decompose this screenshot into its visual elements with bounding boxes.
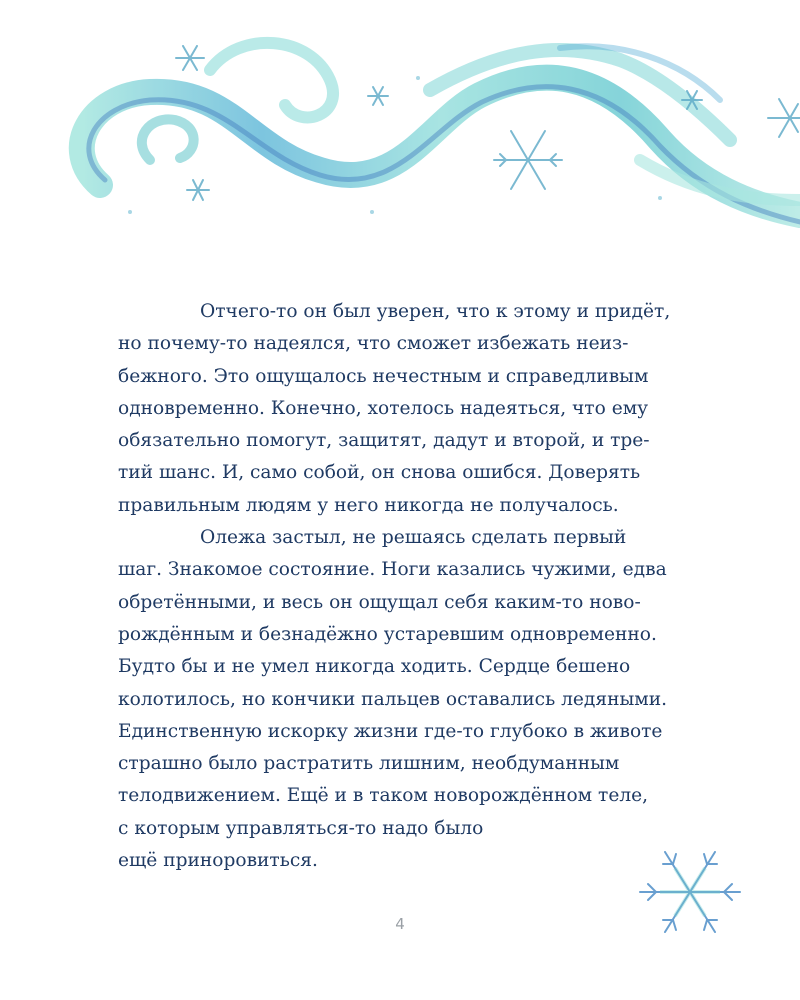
text-line: бежного. Это ощущалось нечестным и справедливым [118,365,649,387]
text-line: обретёнными, и весь он ощущал себя каким-то ново- [118,591,641,613]
text-line: страшно было растратить лишним, необдуманным [118,753,620,775]
page-number: 4 [395,915,405,933]
winter-swirl-decoration [0,0,800,240]
body-text [118,296,698,877]
text-line: телодвижением. Ещё и в таком новорождённом теле, [118,785,649,807]
text-line: одновременно. Конечно, хотелось надеяться, что ему [118,397,649,419]
text-line: колотилось, но кончики пальцев оставались ледяными. [118,688,668,710]
snowflake-icon [628,848,748,938]
paragraph [118,296,698,522]
text-line: шаг. Знакомое состояние. Ноги казались чужими, едва [118,559,667,581]
text-line: рождённым и безнадёжно устаревшим одновременно. [118,623,657,645]
text-line: Единственную искорку жизни где-то глубоко в животе [118,720,663,742]
text-line: ещё приноровиться. [118,850,318,872]
text-line: Олежа застыл, не решаясь сделать первый [200,527,627,549]
text-line: правильным людям у него никогда не получалось. [118,494,619,516]
text-line: с которым управляться-то надо было [118,817,484,839]
text-line: тий шанс. И, само собой, он снова ошибся. Доверять [118,462,641,484]
paragraph [118,522,698,877]
text-line: но почему-то надеялся, что сможет избежать неиз- [118,333,629,355]
text-line: обязательно помогут, защитят, дадут и второй, и тре- [118,430,650,452]
text-line: Будто бы и не умел никогда ходить. Сердце бешено [118,656,631,678]
text-line: Отчего-то он был уверен, что к этому и придёт, [200,301,671,322]
